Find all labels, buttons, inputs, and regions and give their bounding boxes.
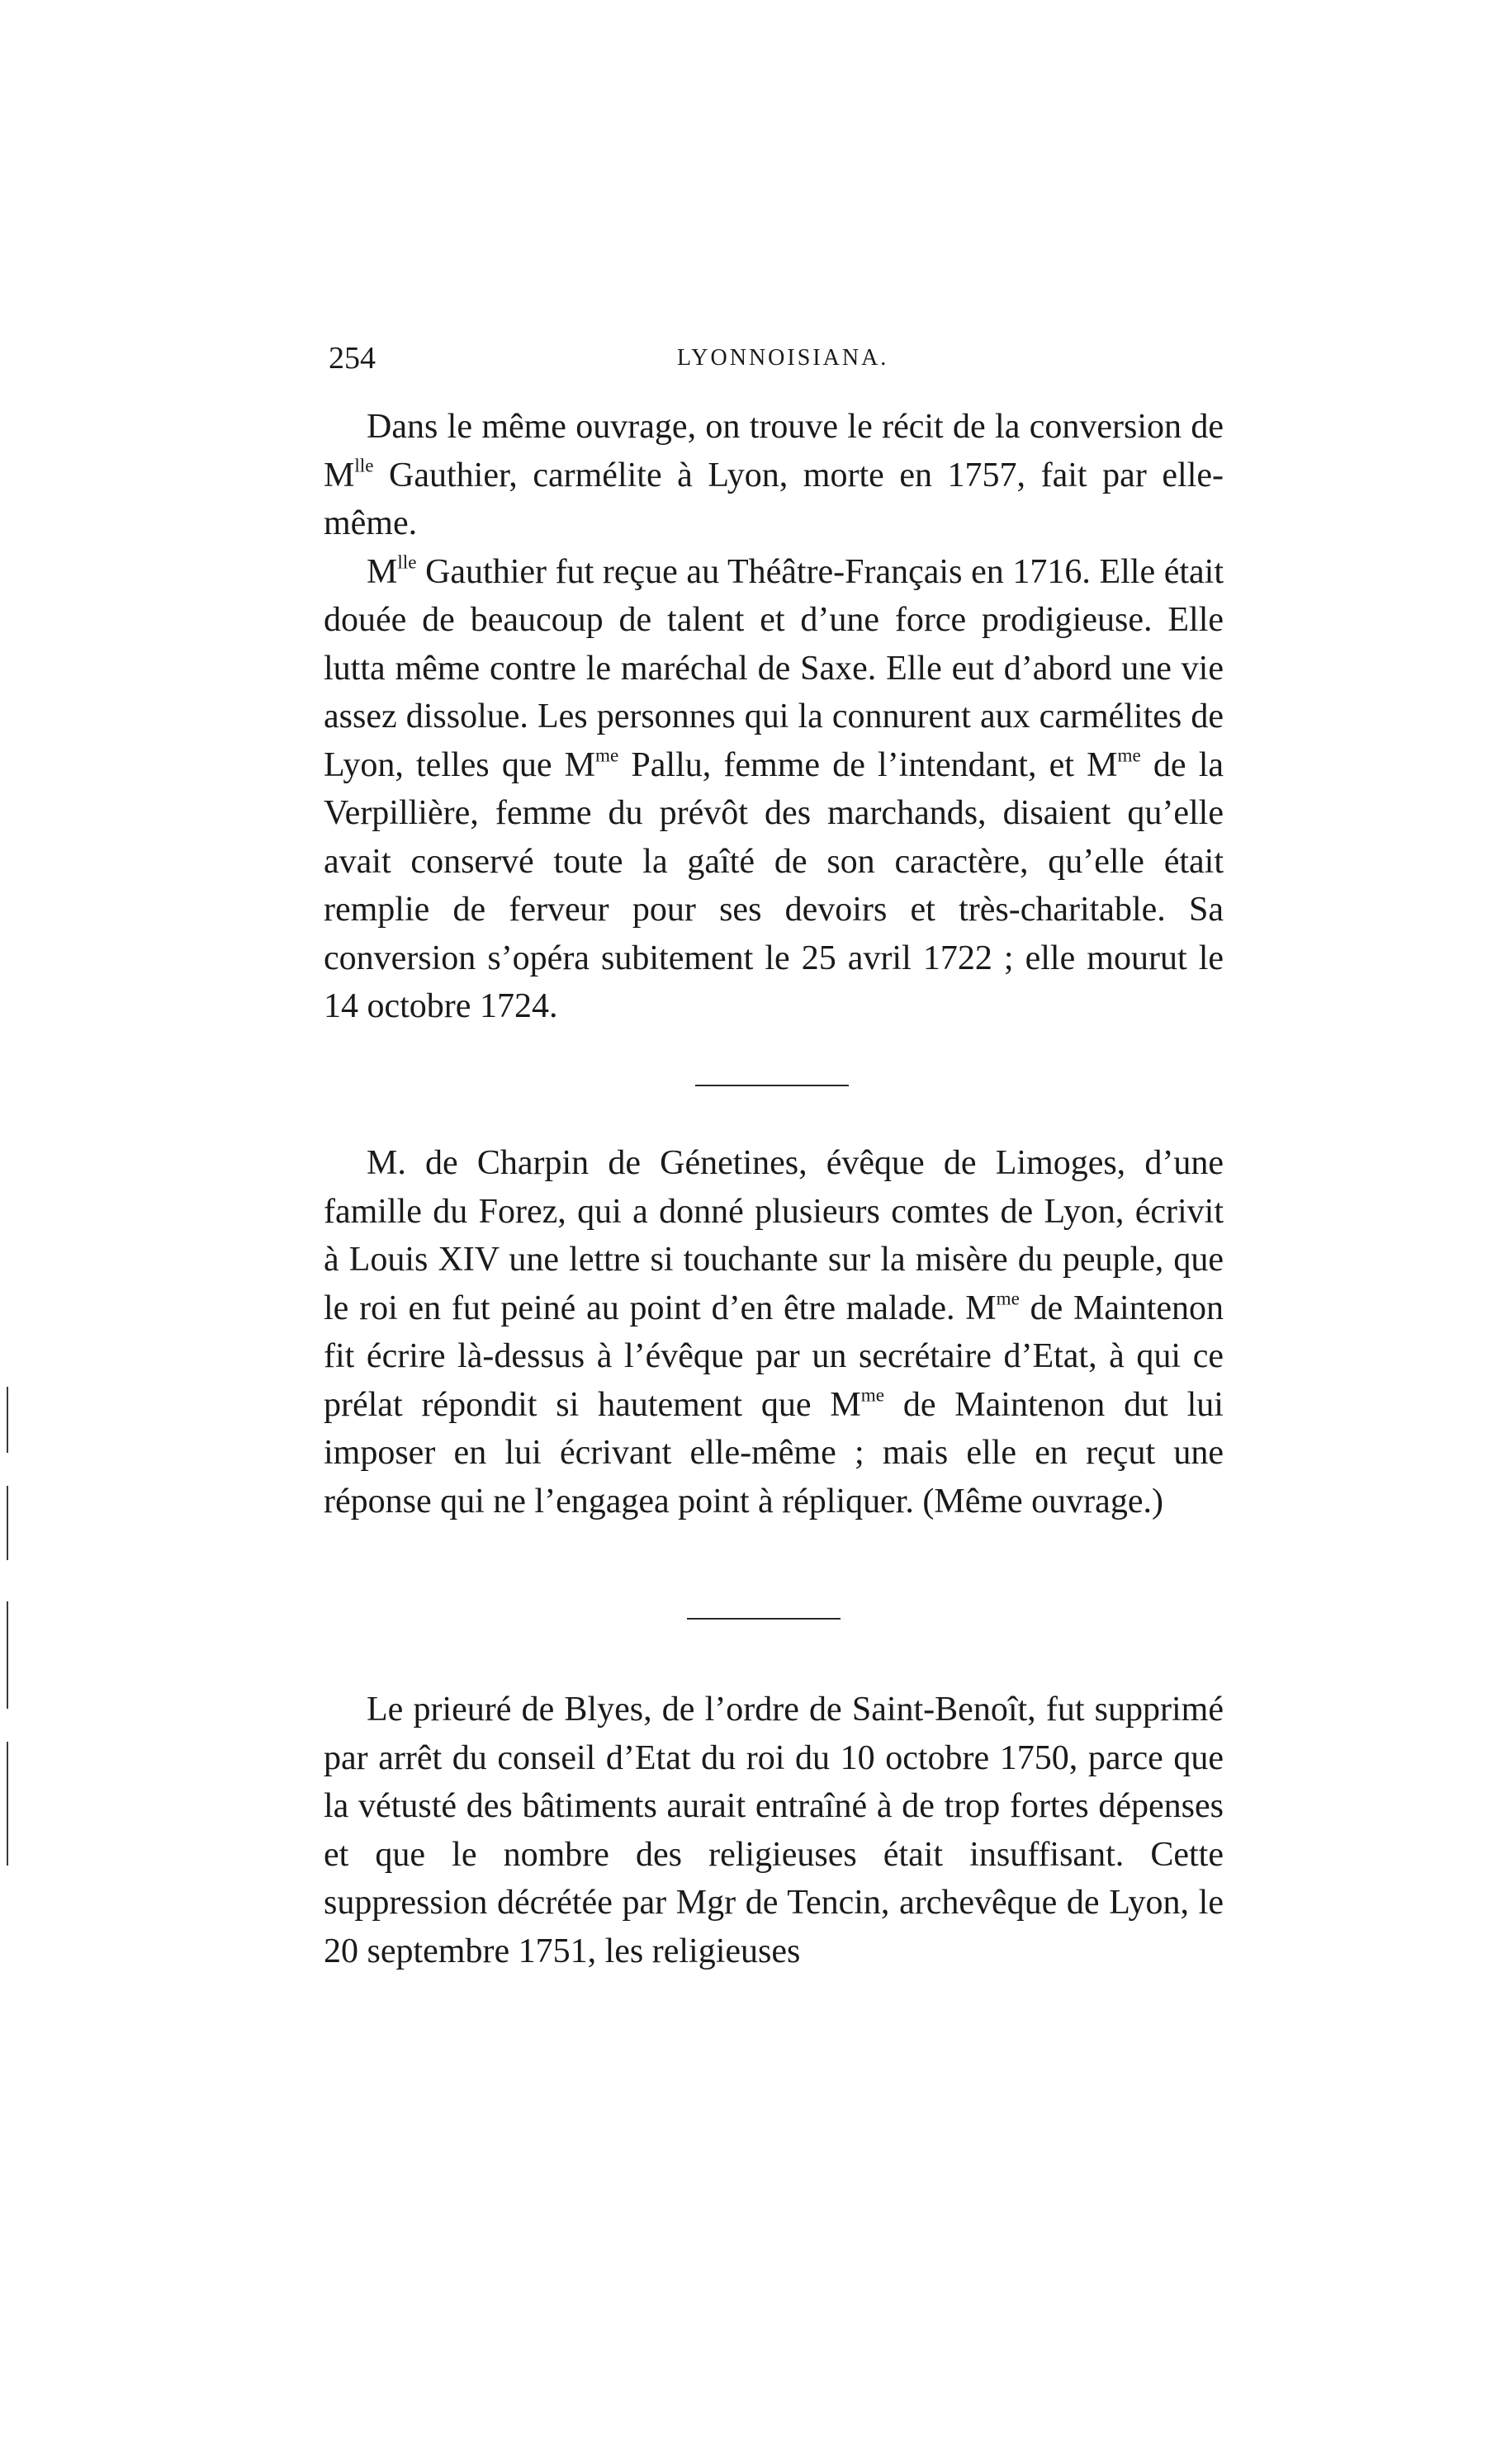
superscript: me [996,1287,1020,1309]
scan-margin-mark [7,1387,8,1453]
section-charpin [324,1139,1224,1525]
running-title: LYONNOISIANA. [677,345,889,371]
section-divider [687,1618,841,1620]
scan-margin-mark [7,1601,8,1709]
paragraph-prieure-blyes [324,1686,1224,1975]
text-run: Gauthier fut reçue au Théâtre-Français en 1716. Elle était douée de beaucoup de talent et d’une force prodigieuse. Elle lutta même contre le maréchal de Saxe. Elle eut d’abord une vie assez dissolue. Les personnes qui la connurent aux carmélites de Lyon, telles que M [324,552,1224,784]
text-run: de la Verpillière, femme du prévôt des marchands, disaient qu’elle avait conservé toute la gaîté de son caractère, qu’elle était remplie de ferveur pour ses devoirs et très-charitable. Sa conversion s’opéra subitement le 25 avril 1722 ; elle mourut le 14 octobre 1724. [324,745,1224,1025]
paragraph-gauthier-biography [324,548,1224,1031]
section-divider [695,1085,849,1086]
running-head [329,340,1220,381]
text-run: Gauthier, carmélite à Lyon, morte en 1757, fait par elle-même. [324,456,1224,542]
text-run: Dans le même ouvrage, on trouve le récit de la conversion de M [324,408,1224,494]
superscript: me [1117,744,1141,766]
scan-margin-mark [7,1742,8,1866]
superscript: lle [354,454,374,476]
text-run: M [367,552,398,591]
superscript: me [595,744,619,766]
text-run: Le prieuré de Blyes, de l’ordre de Saint-Benoît, fut supprimé par arrêt du conseil d’Etat du roi du 10 octobre 1750, parce que la vétusté des bâtiments aurait entraîné à de trop fortes dépenses et que le nombre des religieuses était insuffisant. Cette suppression décrétée par Mgr de Tencin, archevêque de Lyon, le 20 septembre 1751, les religieuses [324,1691,1224,1970]
text-run: de Maintenon fit écrire là-dessus à l’évêque par un secrétaire d’Etat, à qui ce prélat répondit si hautement que M [324,1289,1224,1424]
scan-margin-mark [7,1486,8,1560]
text-run: Pallu, femme de l’intendant, et M [618,745,1118,784]
paragraph-conversion-intro [324,403,1224,548]
text-run: de Maintenon dut lui imposer en lui écrivant elle-même ; mais elle en reçut une réponse qui ne l’engagea point à répliquer. (Même ouvrage.) [324,1385,1224,1520]
text-run: M. de Charpin de Génetines, évêque de Limoges, d’une famille du Forez, qui a donné plusieurs comtes de Lyon, écrivit à Louis XIV une lettre si touchante sur la misère du peuple, que le roi en fut peiné au point d’en être malade. M [324,1144,1224,1327]
superscript: lle [397,551,417,573]
page-number: 254 [329,341,376,376]
section-blyes [324,1686,1224,1975]
superscript: me [860,1383,884,1406]
paragraph-charpin [324,1139,1224,1525]
section-gauthier [324,403,1224,1031]
